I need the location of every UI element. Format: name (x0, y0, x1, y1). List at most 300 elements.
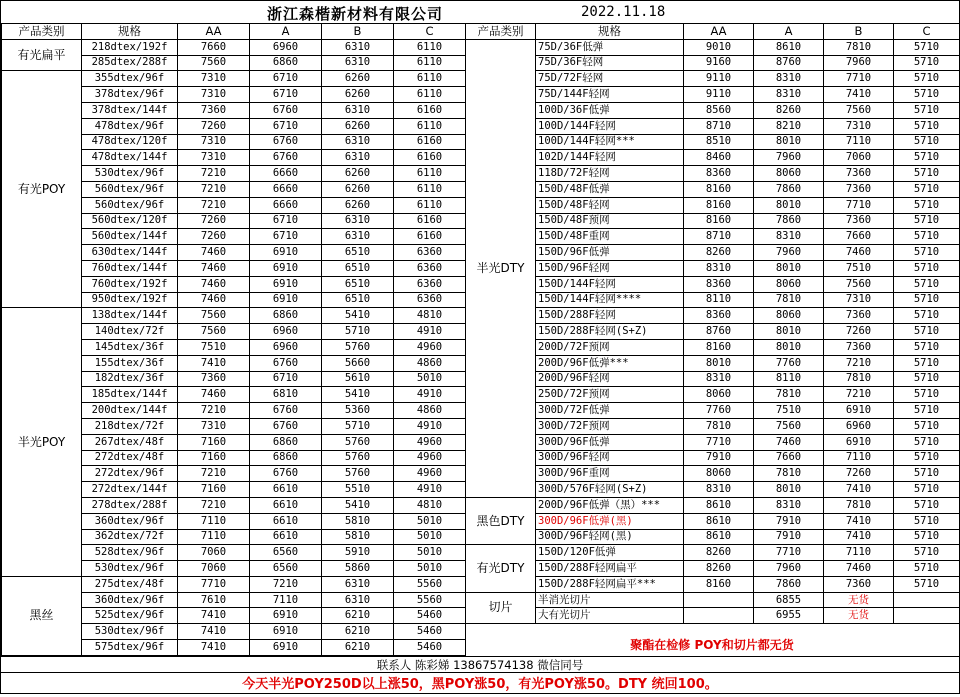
table-row (466, 466, 960, 482)
price-change-footer: 今天半光POY250D以上涨50，黑POY涨50，有光POY涨50。DTY 统回100。 (1, 672, 959, 697)
b-price-cell: 6310 (322, 55, 394, 71)
aa-price-cell: 7210 (178, 166, 250, 182)
b-price-cell: 7560 (824, 102, 894, 118)
category-cell: 有光POY (2, 71, 82, 308)
aa-price-cell: 8610 (684, 513, 754, 529)
spec-cell: 278dtex/288f (82, 497, 178, 513)
table-row (466, 434, 960, 450)
spec-cell: 75D/144F轻网 (536, 87, 684, 103)
sheet-header (1, 1, 959, 23)
a-price-cell: 7760 (754, 355, 824, 371)
spec-cell: 560dtex/96f (82, 197, 178, 213)
aa-price-cell: 7510 (178, 339, 250, 355)
b-price-cell: 5760 (322, 466, 394, 482)
c-price-cell: 5710 (894, 150, 960, 166)
spec-cell: 300D/96F轻网(黑) (536, 529, 684, 545)
c-price-cell: 6110 (394, 197, 466, 213)
a-price-cell: 6760 (250, 150, 322, 166)
aa-price-cell: 7110 (178, 529, 250, 545)
spec-cell: 300D/576F轻网(S+Z) (536, 482, 684, 498)
b-price-cell: 6310 (322, 134, 394, 150)
a-price-cell: 6910 (250, 260, 322, 276)
c-price-cell: 5010 (394, 529, 466, 545)
b-price-cell: 5860 (322, 561, 394, 577)
spec-cell: 478dtex/96f (82, 118, 178, 134)
table-row (466, 403, 960, 419)
aa-price-cell: 7460 (178, 276, 250, 292)
aa-price-cell: 7460 (178, 245, 250, 261)
c-price-cell: 6360 (394, 276, 466, 292)
b-price-cell: 7310 (824, 118, 894, 134)
table-row (466, 55, 960, 71)
a-price-cell: 6560 (250, 561, 322, 577)
a-price-cell: 6760 (250, 134, 322, 150)
b-price-cell: 6310 (322, 229, 394, 245)
c-price-cell: 5010 (394, 513, 466, 529)
b-price-cell: 7710 (824, 197, 894, 213)
a-price-cell: 6610 (250, 513, 322, 529)
a-price-cell: 6960 (250, 339, 322, 355)
b-price-cell: 7960 (824, 55, 894, 71)
table-row (466, 181, 960, 197)
aa-price-cell: 8010 (684, 355, 754, 371)
spec-cell: 300D/96F重网 (536, 466, 684, 482)
aa-price-cell: 7910 (684, 450, 754, 466)
c-price-cell: 5710 (894, 339, 960, 355)
aa-price-cell: 8710 (684, 229, 754, 245)
a-price-cell: 6710 (250, 229, 322, 245)
a-price-cell: 8110 (754, 371, 824, 387)
c-price-cell: 6110 (394, 71, 466, 87)
aa-price-cell: 7210 (178, 181, 250, 197)
b-price-cell: 7210 (824, 387, 894, 403)
c-price-cell: 4960 (394, 466, 466, 482)
c-price-cell: 5560 (394, 592, 466, 608)
spec-cell: 118D/72F轻网 (536, 166, 684, 182)
header-spec: 规格 (82, 24, 178, 40)
aa-price-cell: 7710 (684, 434, 754, 450)
c-price-cell: 5710 (894, 466, 960, 482)
table-row (466, 324, 960, 340)
aa-price-cell: 8310 (684, 371, 754, 387)
left-price-table (1, 23, 466, 656)
a-price-cell: 6910 (250, 608, 322, 624)
spec-cell: 300D/96F低弹 (536, 434, 684, 450)
a-price-cell: 7460 (754, 434, 824, 450)
aa-price-cell: 7160 (178, 450, 250, 466)
table-row (466, 497, 960, 513)
aa-price-cell: 7410 (178, 608, 250, 624)
b-price-cell: 7360 (824, 308, 894, 324)
b-price-cell: 6910 (824, 403, 894, 419)
table-row (466, 339, 960, 355)
b-price-cell: 7210 (824, 355, 894, 371)
b-price-cell: 5760 (322, 450, 394, 466)
aa-price-cell: 8260 (684, 545, 754, 561)
spec-cell: 155dtex/36f (82, 355, 178, 371)
c-price-cell: 5710 (894, 118, 960, 134)
b-price-cell: 7810 (824, 39, 894, 55)
b-price-cell: 7110 (824, 134, 894, 150)
spec-cell: 528dtex/96f (82, 545, 178, 561)
b-price-cell: 6310 (322, 102, 394, 118)
aa-price-cell: 7210 (178, 197, 250, 213)
spec-cell: 300D/96F轻网 (536, 450, 684, 466)
aa-price-cell: 9010 (684, 39, 754, 55)
c-price-cell: 5710 (894, 371, 960, 387)
b-price-cell: 6260 (322, 71, 394, 87)
a-price-cell: 8060 (754, 308, 824, 324)
b-price-cell: 7060 (824, 150, 894, 166)
c-price-cell: 5010 (394, 545, 466, 561)
b-price-cell: 6260 (322, 87, 394, 103)
b-price-cell: 7360 (824, 339, 894, 355)
b-price-cell: 7510 (824, 260, 894, 276)
spec-cell: 530dtex/96f (82, 166, 178, 182)
c-price-cell: 6110 (394, 55, 466, 71)
a-price-cell: 6610 (250, 497, 322, 513)
category-cell: 黑色DTY (466, 497, 536, 544)
a-price-cell: 6910 (250, 245, 322, 261)
aa-price-cell: 9160 (684, 55, 754, 71)
c-price-cell: 5710 (894, 576, 960, 592)
a-price-cell: 6660 (250, 197, 322, 213)
header-category: 产品类别 (2, 24, 82, 40)
b-price-cell: 6510 (322, 276, 394, 292)
table-row (466, 197, 960, 213)
aa-price-cell: 7260 (178, 118, 250, 134)
spec-cell: 185dtex/144f (82, 387, 178, 403)
header-a: A (754, 24, 824, 40)
c-price-cell: 5710 (894, 403, 960, 419)
b-price-cell: 6310 (322, 213, 394, 229)
a-price-cell: 6610 (250, 482, 322, 498)
a-price-cell: 6910 (250, 276, 322, 292)
table-row (466, 260, 960, 276)
spec-cell: 285dtex/288f (82, 55, 178, 71)
table-row (466, 166, 960, 182)
table-row (466, 87, 960, 103)
c-price-cell: 5710 (894, 561, 960, 577)
spec-cell: 300D/72F低弹 (536, 403, 684, 419)
spec-cell: 200D/96F轻网 (536, 371, 684, 387)
c-price-cell: 6160 (394, 134, 466, 150)
aa-price-cell: 9110 (684, 87, 754, 103)
spec-cell: 150D/48F低弹 (536, 181, 684, 197)
b-price-cell: 5810 (322, 529, 394, 545)
b-price-cell: 5710 (322, 324, 394, 340)
table-row (466, 545, 960, 561)
c-price-cell: 6110 (394, 39, 466, 55)
c-price-cell: 5710 (894, 55, 960, 71)
aa-price-cell: 7060 (178, 545, 250, 561)
spec-cell: 378dtex/96f (82, 87, 178, 103)
aa-price-cell: 7260 (178, 213, 250, 229)
aa-price-cell: 8060 (684, 466, 754, 482)
a-price-cell: 8310 (754, 87, 824, 103)
aa-price-cell: 7660 (178, 39, 250, 55)
a-price-cell: 6955 (754, 608, 824, 624)
b-price-cell: 7810 (824, 371, 894, 387)
aa-price-cell (684, 592, 754, 608)
aa-price-cell: 7110 (178, 513, 250, 529)
header-aa: AA (684, 24, 754, 40)
a-price-cell: 6710 (250, 71, 322, 87)
a-price-cell: 7910 (754, 513, 824, 529)
b-price-cell: 7410 (824, 87, 894, 103)
aa-price-cell: 7360 (178, 371, 250, 387)
category-cell: 黑丝 (2, 576, 82, 655)
a-price-cell: 6610 (250, 529, 322, 545)
spec-cell: 360dtex/96f (82, 592, 178, 608)
a-price-cell: 6710 (250, 371, 322, 387)
b-price-cell: 6260 (322, 181, 394, 197)
aa-price-cell: 7360 (178, 102, 250, 118)
spec-cell: 75D/36F轻网 (536, 55, 684, 71)
spec-cell: 150D/48F预网 (536, 213, 684, 229)
category-cell: 半光POY (2, 308, 82, 577)
a-price-cell: 8010 (754, 339, 824, 355)
a-price-cell: 6710 (250, 87, 322, 103)
spec-cell: 150D/144F轻网 (536, 276, 684, 292)
a-price-cell: 6760 (250, 102, 322, 118)
c-price-cell: 4910 (394, 418, 466, 434)
a-price-cell: 8310 (754, 71, 824, 87)
b-price-cell: 7110 (824, 450, 894, 466)
aa-price-cell: 8110 (684, 292, 754, 308)
aa-price-cell: 7560 (178, 55, 250, 71)
header-a: A (250, 24, 322, 40)
c-price-cell: 5710 (894, 213, 960, 229)
b-price-cell: 7360 (824, 166, 894, 182)
spec-cell: 530dtex/96f (82, 561, 178, 577)
aa-price-cell: 7560 (178, 324, 250, 340)
c-price-cell: 5710 (894, 229, 960, 245)
c-price-cell: 5710 (894, 260, 960, 276)
a-price-cell: 6860 (250, 308, 322, 324)
aa-price-cell: 7460 (178, 260, 250, 276)
table-row (466, 355, 960, 371)
b-price-cell: 5760 (322, 339, 394, 355)
spec-cell: 200D/96F低弹（黑）*** (536, 497, 684, 513)
c-price-cell: 6360 (394, 245, 466, 261)
aa-price-cell: 8560 (684, 102, 754, 118)
a-price-cell: 7810 (754, 292, 824, 308)
spec-cell: 150D/288F轻网扁平 (536, 561, 684, 577)
c-price-cell: 5710 (894, 324, 960, 340)
a-price-cell: 6760 (250, 418, 322, 434)
table-row (466, 608, 960, 624)
spec-cell: 150D/120F低弹 (536, 545, 684, 561)
table-row (466, 292, 960, 308)
b-price-cell: 6510 (322, 245, 394, 261)
a-price-cell: 6860 (250, 450, 322, 466)
c-price-cell: 4860 (394, 355, 466, 371)
b-price-cell: 6510 (322, 292, 394, 308)
c-price-cell: 5710 (894, 355, 960, 371)
spec-cell: 150D/144F轻网**** (536, 292, 684, 308)
table-row (466, 576, 960, 592)
right-header-row (466, 24, 960, 40)
c-price-cell: 5710 (894, 545, 960, 561)
b-price-cell: 5760 (322, 434, 394, 450)
b-price-cell: 7260 (824, 324, 894, 340)
b-price-cell: 6310 (322, 592, 394, 608)
aa-price-cell: 8610 (684, 497, 754, 513)
c-price-cell: 5460 (394, 608, 466, 624)
b-price-cell: 7410 (824, 482, 894, 498)
spec-cell: 575dtex/96f (82, 640, 178, 656)
aa-price-cell: 7060 (178, 561, 250, 577)
aa-price-cell: 7410 (178, 624, 250, 640)
aa-price-cell: 8310 (684, 260, 754, 276)
spec-cell: 75D/36F低弹 (536, 39, 684, 55)
maintenance-notice: 聚酯在检修 POY和切片都无货 (630, 638, 794, 652)
a-price-cell: 6560 (250, 545, 322, 561)
b-price-cell: 5810 (322, 513, 394, 529)
spec-cell: 272dtex/48f (82, 450, 178, 466)
spec-cell: 200D/72F预网 (536, 339, 684, 355)
a-price-cell: 6760 (250, 403, 322, 419)
aa-price-cell: 7160 (178, 482, 250, 498)
table-row (466, 450, 960, 466)
spec-cell: 100D/144F轻网 (536, 118, 684, 134)
spec-cell: 478dtex/144f (82, 150, 178, 166)
b-price-cell: 5360 (322, 403, 394, 419)
c-price-cell: 4960 (394, 339, 466, 355)
table-row (466, 229, 960, 245)
table-row (466, 513, 960, 529)
table-row (466, 529, 960, 545)
c-price-cell: 5710 (894, 181, 960, 197)
spec-cell: 560dtex/144f (82, 229, 178, 245)
aa-price-cell: 7310 (178, 418, 250, 434)
table-row (466, 371, 960, 387)
b-price-cell: 7460 (824, 561, 894, 577)
c-price-cell (894, 592, 960, 608)
a-price-cell: 7810 (754, 387, 824, 403)
contact-line: 联系人 陈彩娣 13867574138 微信同号 (1, 656, 959, 673)
c-price-cell: 6110 (394, 87, 466, 103)
table-row (2, 576, 466, 592)
spec-cell: 300D/96F低弹(黑) (536, 513, 684, 529)
a-price-cell: 7860 (754, 576, 824, 592)
a-price-cell: 8310 (754, 229, 824, 245)
aa-price-cell: 8160 (684, 576, 754, 592)
b-price-cell: 7810 (824, 497, 894, 513)
b-price-cell: 5410 (322, 497, 394, 513)
table-row (2, 308, 466, 324)
left-header-row (2, 24, 466, 40)
company-name: 浙江森楷新材料有限公司 (267, 5, 444, 23)
spec-cell: 150D/48F重网 (536, 229, 684, 245)
a-price-cell: 8010 (754, 197, 824, 213)
spec-cell: 150D/96F低弹 (536, 245, 684, 261)
spec-cell: 100D/36F低弹 (536, 102, 684, 118)
c-price-cell: 6160 (394, 150, 466, 166)
c-price-cell: 5710 (894, 166, 960, 182)
spec-cell: 75D/72F轻网 (536, 71, 684, 87)
category-cell: 有光DTY (466, 545, 536, 592)
a-price-cell: 6860 (250, 434, 322, 450)
c-price-cell: 5710 (894, 529, 960, 545)
spec-cell: 300D/72F预网 (536, 418, 684, 434)
spec-cell: 大有光切片 (536, 608, 684, 624)
table-row (466, 39, 960, 55)
a-price-cell: 7110 (250, 592, 322, 608)
a-price-cell: 6810 (250, 387, 322, 403)
spec-cell: 250D/72F预网 (536, 387, 684, 403)
aa-price-cell: 8760 (684, 324, 754, 340)
spec-cell: 478dtex/120f (82, 134, 178, 150)
c-price-cell: 5710 (894, 39, 960, 55)
b-price-cell: 7310 (824, 292, 894, 308)
b-price-cell: 7410 (824, 513, 894, 529)
a-price-cell: 8260 (754, 102, 824, 118)
b-price-cell: 7360 (824, 576, 894, 592)
spec-cell: 182dtex/36f (82, 371, 178, 387)
c-price-cell: 6160 (394, 213, 466, 229)
b-price-cell: 7560 (824, 276, 894, 292)
aa-price-cell: 7310 (178, 87, 250, 103)
c-price-cell: 4910 (394, 387, 466, 403)
b-price-cell: 5910 (322, 545, 394, 561)
aa-price-cell: 8160 (684, 181, 754, 197)
a-price-cell: 6710 (250, 118, 322, 134)
a-price-cell: 6960 (250, 324, 322, 340)
c-price-cell (894, 608, 960, 624)
c-price-cell: 6110 (394, 166, 466, 182)
b-price-cell: 7410 (824, 529, 894, 545)
c-price-cell: 5710 (894, 418, 960, 434)
table-row (2, 39, 466, 55)
c-price-cell: 5560 (394, 576, 466, 592)
a-price-cell: 6910 (250, 624, 322, 640)
c-price-cell: 5460 (394, 624, 466, 640)
aa-price-cell: 8160 (684, 213, 754, 229)
table-row (466, 482, 960, 498)
c-price-cell: 4910 (394, 324, 466, 340)
a-price-cell: 7960 (754, 561, 824, 577)
a-price-cell: 6760 (250, 355, 322, 371)
c-price-cell: 4810 (394, 497, 466, 513)
b-price-cell: 6960 (824, 418, 894, 434)
a-price-cell: 7660 (754, 450, 824, 466)
a-price-cell: 8060 (754, 166, 824, 182)
spec-cell: 530dtex/96f (82, 624, 178, 640)
c-price-cell: 5710 (894, 71, 960, 87)
b-price-cell: 无货 (824, 608, 894, 624)
a-price-cell: 7960 (754, 245, 824, 261)
aa-price-cell: 7210 (178, 403, 250, 419)
c-price-cell: 6110 (394, 118, 466, 134)
table-row (466, 213, 960, 229)
c-price-cell: 6360 (394, 292, 466, 308)
a-price-cell: 6860 (250, 55, 322, 71)
c-price-cell: 6160 (394, 229, 466, 245)
aa-price-cell: 8360 (684, 276, 754, 292)
b-price-cell: 6260 (322, 118, 394, 134)
aa-price-cell: 8260 (684, 561, 754, 577)
c-price-cell: 4810 (394, 308, 466, 324)
a-price-cell: 7560 (754, 418, 824, 434)
table-row (466, 561, 960, 577)
a-price-cell: 6910 (250, 640, 322, 656)
spec-cell: 218dtex/72f (82, 418, 178, 434)
aa-price-cell: 8360 (684, 308, 754, 324)
b-price-cell: 5410 (322, 308, 394, 324)
b-price-cell: 6310 (322, 39, 394, 55)
